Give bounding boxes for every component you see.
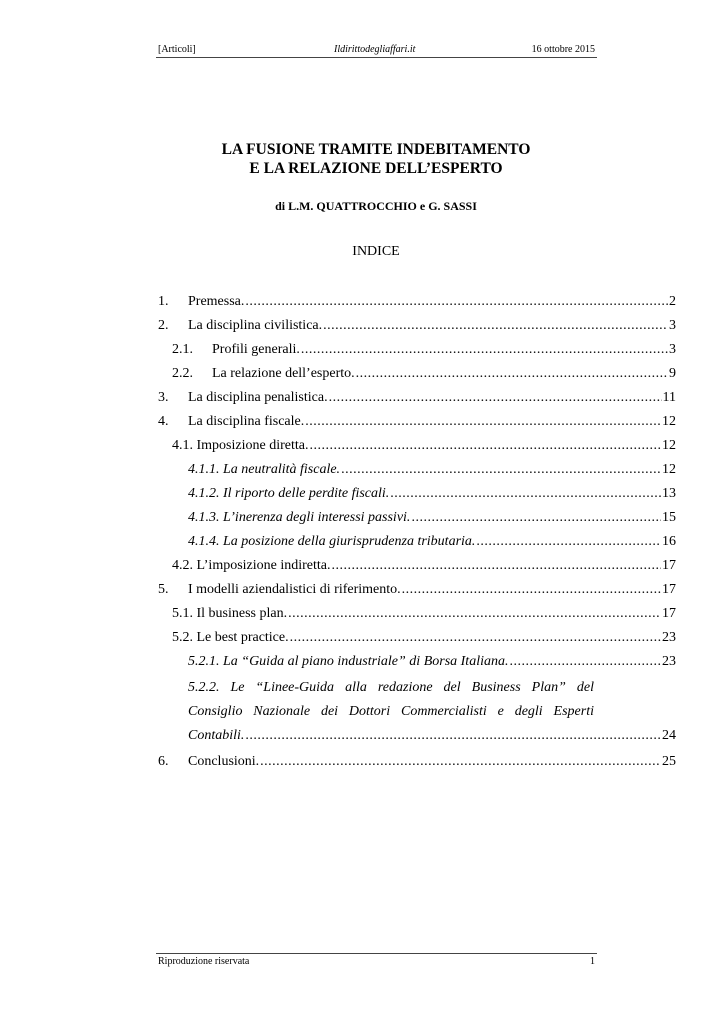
- toc-label: I modelli aziendalistici di riferimento.: [188, 582, 401, 597]
- toc-page: 12: [662, 438, 676, 453]
- page-footer: [156, 953, 597, 970]
- toc-page: 11: [662, 390, 676, 405]
- toc-entry-2-2[interactable]: [172, 362, 676, 386]
- toc-page: 16: [662, 534, 676, 549]
- toc-leader: [260, 750, 661, 774]
- toc-entry-4-1-1[interactable]: [188, 458, 676, 482]
- toc-label: 4.1.4. La posizione della giurisprudenza tributaria.: [188, 534, 476, 549]
- toc-page: 12: [662, 414, 676, 429]
- toc-label: 4.1.3. L’inerenza degli interessi passivi.: [188, 510, 411, 525]
- toc-label: 4.2. L’imposizione indiretta.: [172, 558, 331, 573]
- index-heading: INDICE: [352, 244, 400, 259]
- toc-label: 5.2. Le best practice.: [172, 630, 289, 645]
- toc-number: 2.1.: [172, 342, 193, 357]
- toc-label: 4.1.2. Il riporto delle perdite fiscali.: [188, 486, 390, 501]
- toc-page: 25: [662, 754, 676, 769]
- toc-leader: [288, 602, 661, 626]
- toc-entry-4-1-2[interactable]: [188, 482, 676, 506]
- toc-leader: [476, 530, 661, 554]
- toc-page: 2: [669, 294, 676, 309]
- toc-leader: [305, 410, 661, 434]
- toc-leader: [290, 626, 661, 650]
- toc-page: 13: [662, 486, 676, 501]
- toc-label: La disciplina fiscale.: [188, 414, 305, 429]
- toc-number: 2.: [158, 318, 169, 333]
- toc-entry-5-2-1[interactable]: [188, 650, 676, 674]
- toc-leader: [301, 338, 668, 362]
- toc-entry-5-2-2-line-1[interactable]: 5.2.2. Le “Linee-Guida alla redazione del Business Plan” del: [188, 680, 594, 695]
- toc-entry-5-2-2-line-2[interactable]: Consiglio Nazionale dei Dottori Commercialisti e degli Esperti: [188, 704, 594, 719]
- toc-page: 23: [662, 630, 676, 645]
- toc-label: Premessa.: [188, 294, 245, 309]
- toc-page: 3: [669, 342, 676, 357]
- toc-leader: [332, 554, 661, 578]
- toc-leader: [390, 482, 661, 506]
- toc-label: Conclusioni.: [188, 754, 260, 769]
- toc-page: 3: [669, 318, 676, 333]
- toc-entry-6[interactable]: [158, 750, 676, 774]
- toc-entry-4-1[interactable]: [172, 434, 676, 458]
- toc-leader: [329, 386, 662, 410]
- page-header: [156, 44, 597, 58]
- toc-label: Contabili.: [188, 728, 245, 743]
- toc-page: 15: [662, 510, 676, 525]
- toc-leader: [309, 434, 661, 458]
- title-line-2: E LA RELAZIONE DELL’ESPERTO: [249, 160, 503, 177]
- toc-label: La relazione dell’esperto.: [212, 366, 355, 381]
- toc-leader: [323, 314, 668, 338]
- title-line-1: LA FUSIONE TRAMITE INDEBITAMENTO: [221, 141, 531, 158]
- toc-entry-3[interactable]: [158, 386, 676, 410]
- toc-page: 24: [662, 728, 676, 743]
- footer-rights-notice: Riproduzione riservata: [158, 956, 250, 967]
- toc-label: 5.1. Il business plan.: [172, 606, 288, 621]
- toc-entry-2-1[interactable]: [172, 338, 676, 362]
- toc-number: 5.: [158, 582, 169, 597]
- toc-number: 1.: [158, 294, 169, 309]
- toc-entry-2[interactable]: [158, 314, 676, 338]
- toc-label: 4.1.1. La neutralità fiscale.: [188, 462, 341, 477]
- toc-entry-4-1-3[interactable]: [188, 506, 676, 530]
- toc-entry-4[interactable]: [158, 410, 676, 434]
- toc-leader: [245, 290, 668, 314]
- toc-entry-4-1-4[interactable]: [188, 530, 676, 554]
- toc-entry-5[interactable]: [158, 578, 676, 602]
- toc-leader: [356, 362, 668, 386]
- document-title: [0, 140, 725, 178]
- toc-page: 17: [662, 582, 676, 597]
- header-site-name: Ildirittodegliaffari.it: [334, 44, 416, 55]
- toc-number: 2.2.: [172, 366, 193, 381]
- toc-page: 17: [662, 558, 676, 573]
- toc-entry-5-1[interactable]: [172, 602, 676, 626]
- toc-label: Profili generali.: [212, 342, 300, 357]
- toc-leader: [245, 724, 661, 748]
- toc-leader: [402, 578, 661, 602]
- toc-number: 4.: [158, 414, 169, 429]
- toc-number: 6.: [158, 754, 169, 769]
- toc-page: 23: [662, 654, 676, 669]
- toc-page: 9: [669, 366, 676, 381]
- toc-entry-4-2[interactable]: [172, 554, 676, 578]
- header-section-label: [Articoli]: [158, 44, 196, 55]
- toc-leader: [411, 506, 661, 530]
- toc-entry-5-2[interactable]: [172, 626, 676, 650]
- toc-number: 3.: [158, 390, 169, 405]
- footer-page-number: 1: [590, 956, 595, 967]
- toc-label: 4.1. Imposizione diretta.: [172, 438, 309, 453]
- toc-page: 12: [662, 462, 676, 477]
- toc-entry-1[interactable]: [158, 290, 676, 314]
- header-date: 16 ottobre 2015: [531, 44, 595, 55]
- authors: di L.M. QUATTROCCHIO e G. SASSI: [275, 199, 477, 213]
- toc-label: 5.2.1. La “Guida al piano industriale” di Borsa Italiana.: [188, 654, 509, 669]
- toc-leader: [341, 458, 661, 482]
- toc-entry-5-2-2-line-3[interactable]: [188, 724, 676, 748]
- toc-label: La disciplina penalistica.: [188, 390, 328, 405]
- toc-page: 17: [662, 606, 676, 621]
- toc-leader: [509, 650, 661, 674]
- toc-label: La disciplina civilistica.: [188, 318, 323, 333]
